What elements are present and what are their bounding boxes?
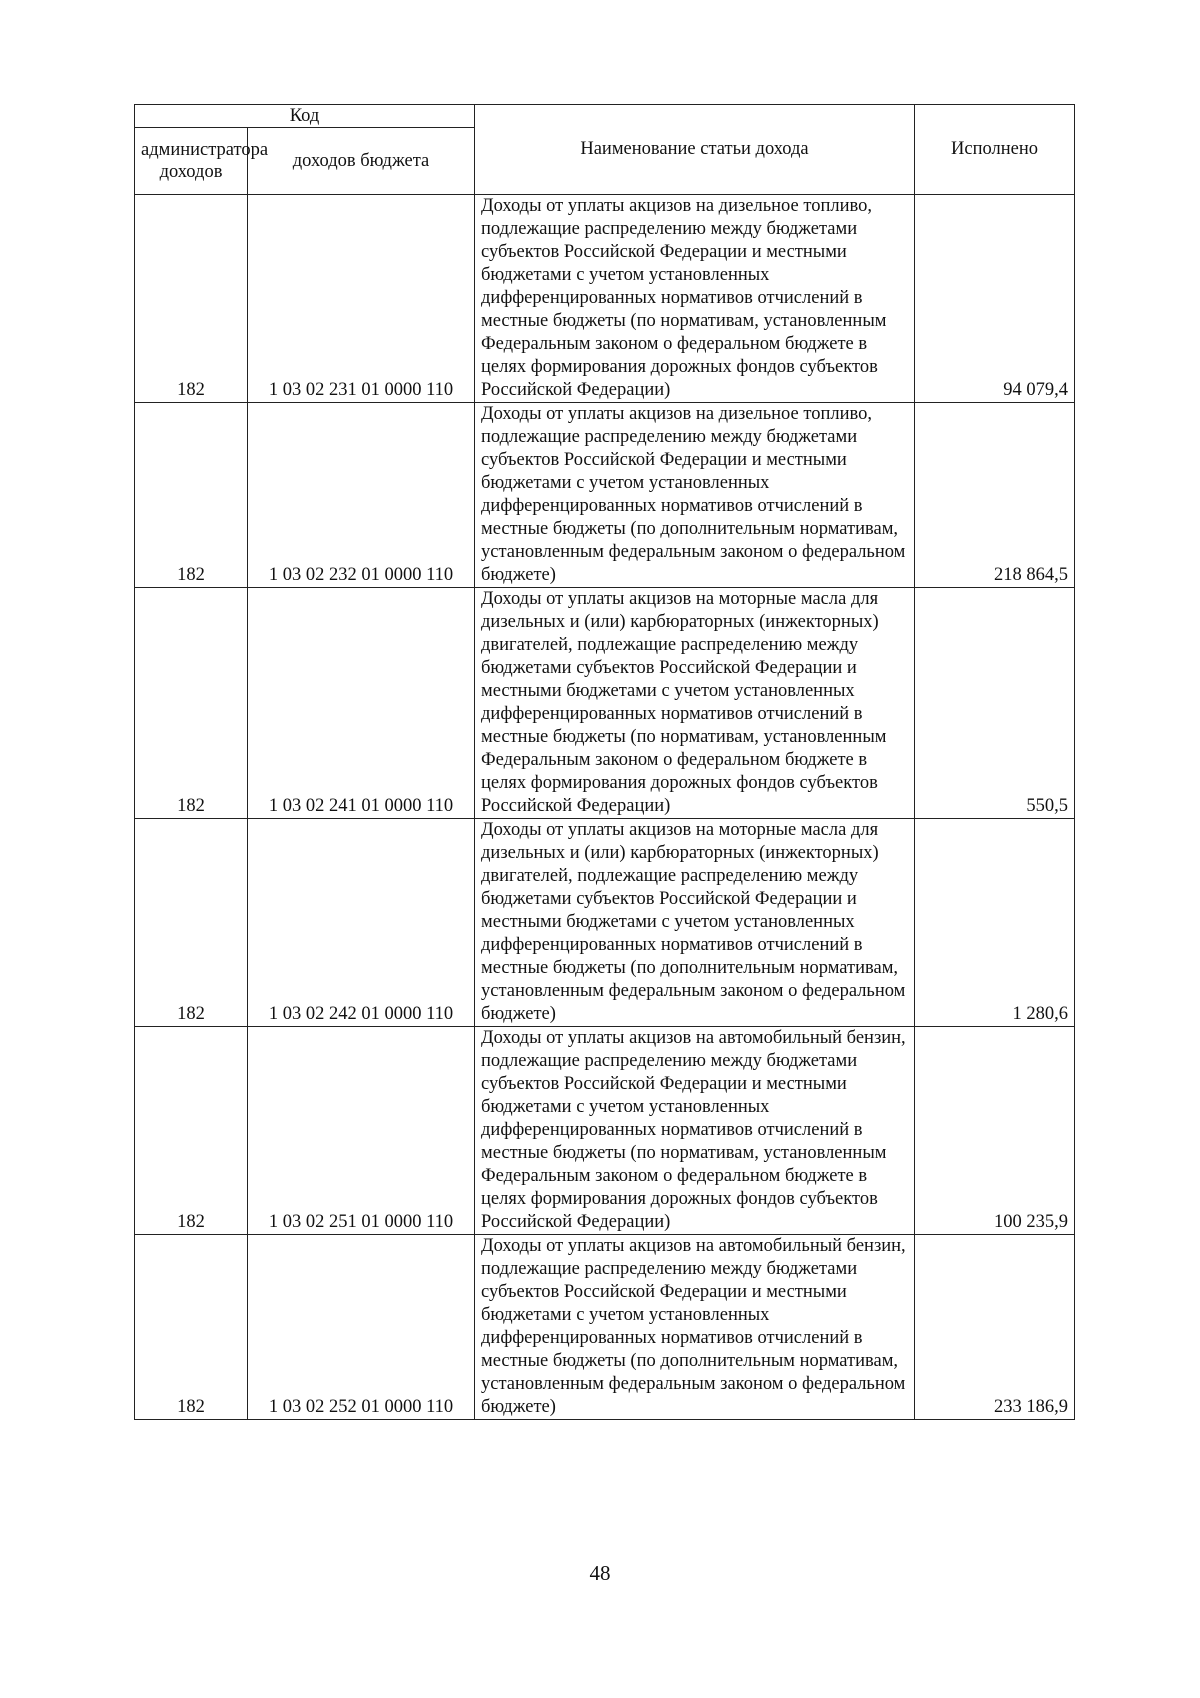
table-row xyxy=(135,1027,1075,1235)
item-name-header: Наименование статьи дохода xyxy=(475,105,915,195)
table-row xyxy=(135,588,1075,819)
item-name-cell: Доходы от уплаты акцизов на дизельное топливо, подлежащие распределению между бюджетами субъектов Российской Федерации и местными бюджетами с учетом установленных дифференцированных нормативов отчислений в местные бюджеты (по дополнительным нормативам, установленным федеральным законом о федеральном бюджете) xyxy=(475,403,915,588)
budget-code-cell: 1 03 02 252 01 0000 110 xyxy=(248,1235,475,1420)
table-header xyxy=(135,105,1075,195)
table-row xyxy=(135,819,1075,1027)
admin-code-cell: 182 xyxy=(135,195,248,403)
budget-code-cell: 1 03 02 232 01 0000 110 xyxy=(248,403,475,588)
item-name-cell: Доходы от уплаты акцизов на автомобильный бензин, подлежащие распределению между бюджетами субъектов Российской Федерации и местными бюджетами с учетом установленных дифференцированных нормативов отчислений в местные бюджеты (по дополнительным нормативам, установленным федеральным законом о федеральном бюджете) xyxy=(475,1235,915,1420)
page-number: 48 xyxy=(589,1561,611,1585)
admin-code-cell: 182 xyxy=(135,1235,248,1420)
budget-code-cell: 1 03 02 241 01 0000 110 xyxy=(248,588,475,819)
executed-amount-cell: 218 864,5 xyxy=(915,403,1075,588)
budget-income-header: доходов бюджета xyxy=(248,128,475,195)
code-header: Код xyxy=(135,105,475,128)
admin-code-cell: 182 xyxy=(135,403,248,588)
item-name-cell: Доходы от уплаты акцизов на моторные масла для дизельных и (или) карбюраторных (инжекторных) двигателей, подлежащие распределению между бюджетами субъектов Российской Федерации и местными бюджетами с учетом установленных дифференцированных нормативов отчислений в местные бюджеты (по нормативам, установленным Федеральным законом о федеральном бюджете в целях формирования дорожных фондов субъектов Российской Федерации) xyxy=(475,588,915,819)
table-row xyxy=(135,403,1075,588)
table-row xyxy=(135,195,1075,403)
executed-amount-cell: 1 280,6 xyxy=(915,819,1075,1027)
admin-code-cell: 182 xyxy=(135,588,248,819)
table-body xyxy=(135,195,1075,1420)
item-name-cell: Доходы от уплаты акцизов на автомобильный бензин, подлежащие распределению между бюджетами субъектов Российской Федерации и местными бюджетами с учетом установленных дифференцированных нормативов отчислений в местные бюджеты (по нормативам, установленным Федеральным законом о федеральном бюджете в целях формирования дорожных фондов субъектов Российской Федерации) xyxy=(475,1027,915,1235)
admin-code-cell: 182 xyxy=(135,819,248,1027)
admin-header: администратора доходов xyxy=(135,128,248,195)
executed-amount-cell: 100 235,9 xyxy=(915,1027,1075,1235)
revenue-table xyxy=(134,104,1075,1420)
table-row xyxy=(135,1235,1075,1420)
item-name-cell: Доходы от уплаты акцизов на моторные масла для дизельных и (или) карбюраторных (инжекторных) двигателей, подлежащие распределению между бюджетами субъектов Российской Федерации и местными бюджетами с учетом установленных дифференцированных нормативов отчислений в местные бюджеты (по дополнительным нормативам, установленным федеральным законом о федеральном бюджете) xyxy=(475,819,915,1027)
executed-amount-cell: 94 079,4 xyxy=(915,195,1075,403)
executed-amount-cell: 550,5 xyxy=(915,588,1075,819)
budget-code-cell: 1 03 02 242 01 0000 110 xyxy=(248,819,475,1027)
executed-amount-cell: 233 186,9 xyxy=(915,1235,1075,1420)
budget-code-cell: 1 03 02 231 01 0000 110 xyxy=(248,195,475,403)
executed-header: Исполнено xyxy=(915,105,1075,195)
item-name-cell: Доходы от уплаты акцизов на дизельное топливо, подлежащие распределению между бюджетами субъектов Российской Федерации и местными бюджетами с учетом установленных дифференцированных нормативов отчислений в местные бюджеты (по нормативам, установленным Федеральным законом о федеральном бюджете в целях формирования дорожных фондов субъектов Российской Федерации) xyxy=(475,195,915,403)
admin-code-cell: 182 xyxy=(135,1027,248,1235)
budget-code-cell: 1 03 02 251 01 0000 110 xyxy=(248,1027,475,1235)
